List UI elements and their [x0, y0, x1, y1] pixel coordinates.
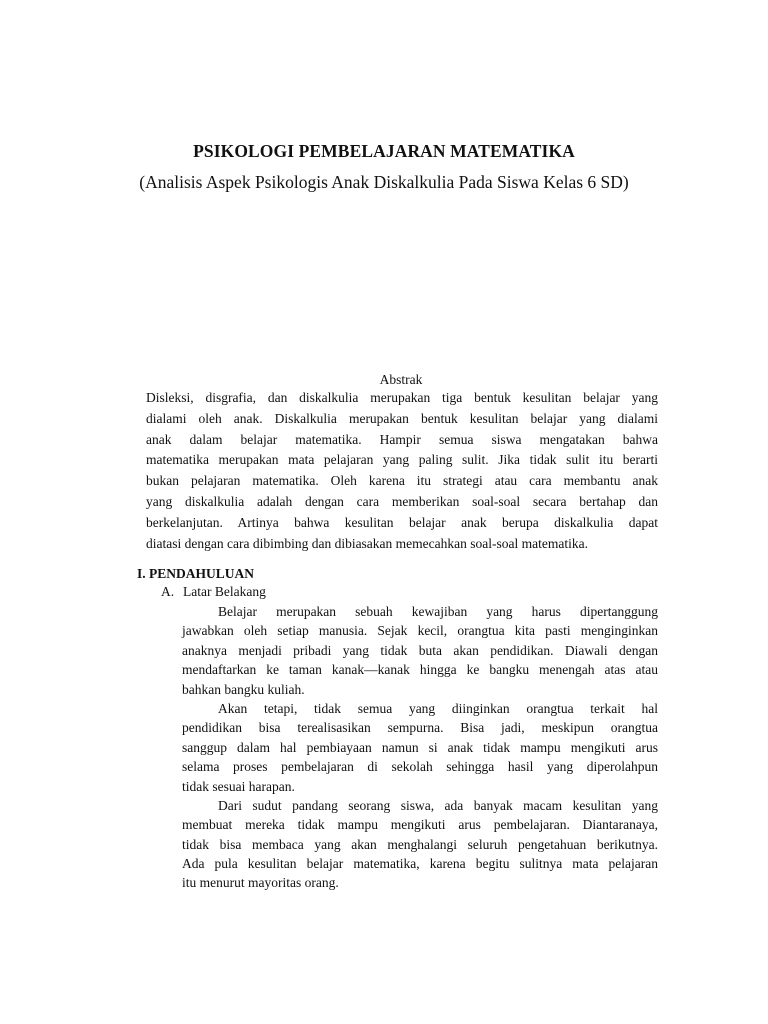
paragraph: [182, 602, 658, 699]
document-subtitle: (Analisis Aspek Psikologis Anak Diskalkulia Pada Siswa Kelas 6 SD): [139, 172, 629, 192]
paragraph-line: tidak bisa membaca yang akan menghalangi seluruh pengetahuan berikutnya.: [182, 836, 658, 852]
paragraph-line: mendaftarkan ke taman kanak—kanak hingga ke bangku menengah atas atau: [182, 662, 658, 678]
paragraph: [182, 796, 658, 893]
paragraph-line: Ada pula kesulitan belajar matematika, karena begitu sulitnya mata pelajaran: [182, 856, 658, 872]
abstract-line: bukan pelajaran matematika. Oleh karena itu strategi atau cara membantu anak: [146, 473, 658, 489]
paragraph-line: membuat mereka tidak mampu mengikuti arus pembelajaran. Diantaranaya,: [182, 817, 658, 833]
subsection-marker: A.: [161, 584, 175, 599]
subsection-title: Latar Belakang: [183, 584, 266, 599]
paragraph-line: bahkan bangku kuliah.: [182, 681, 305, 697]
paragraph-line: sanggup dalam hal pembiayaan namun si anak tidak mampu mengikuti arus: [182, 739, 658, 755]
paragraph-line: pendidikan bisa terealisasikan sempurna. Bisa jadi, meskipun orangtua: [182, 720, 658, 736]
paragraph-line: Akan tetapi, tidak semua yang diinginkan orangtua terkait hal: [218, 700, 658, 716]
abstract-line: dialami oleh anak. Diskalkulia merupakan bentuk kesulitan belajar yang dialami: [146, 410, 658, 426]
abstract-line: yang diskalkulia adalah dengan cara memberikan soal-soal secara bertahap dan: [146, 493, 658, 509]
abstract-body: [146, 388, 658, 554]
paragraph-line: tidak sesuai harapan.: [182, 778, 295, 794]
abstract-heading: Abstrak: [379, 372, 423, 387]
paragraph: [182, 699, 658, 796]
abstract-line: berkelanjutan. Artinya bahwa kesulitan belajar anak berupa diskalkulia dapat: [146, 514, 658, 530]
abstract-line: diatasi dengan cara dibimbing dan dibiasakan memecahkan soal-soal matematika.: [146, 535, 588, 551]
paragraph-line: jawabkan oleh setiap manusia. Sejak kecil, orangtua kita pasti menginginkan: [182, 623, 658, 639]
paragraph-line: Belajar merupakan sebuah kewajiban yang harus dipertanggung: [218, 604, 658, 619]
paragraph-line: itu menurut mayoritas orang.: [182, 875, 339, 891]
section-body: [182, 602, 658, 893]
paragraph-line: anaknya menjadi pribadi yang tidak buta akan pendidikan. Diawali dengan: [182, 642, 658, 658]
abstract-line: anak dalam belajar matematika. Hampir semua siswa mengatakan bahwa: [146, 431, 658, 447]
section-heading: I. PENDAHULUAN: [137, 566, 255, 581]
abstract-line: matematika merupakan mata pelajaran yang paling sulit. Jika tidak sulit itu berarti: [146, 452, 658, 468]
paragraph-line: Dari sudut pandang seorang siswa, ada banyak macam kesulitan yang: [218, 797, 658, 813]
paragraph-line: selama proses pembelajaran di sekolah sehingga hasil yang diperolahpun: [182, 759, 658, 775]
document-title: PSIKOLOGI PEMBELAJARAN MATEMATIKA: [193, 141, 575, 161]
subsection-heading: [161, 584, 266, 600]
abstract-line: Disleksi, disgrafia, dan diskalkulia merupakan tiga bentuk kesulitan belajar yang: [146, 390, 658, 405]
